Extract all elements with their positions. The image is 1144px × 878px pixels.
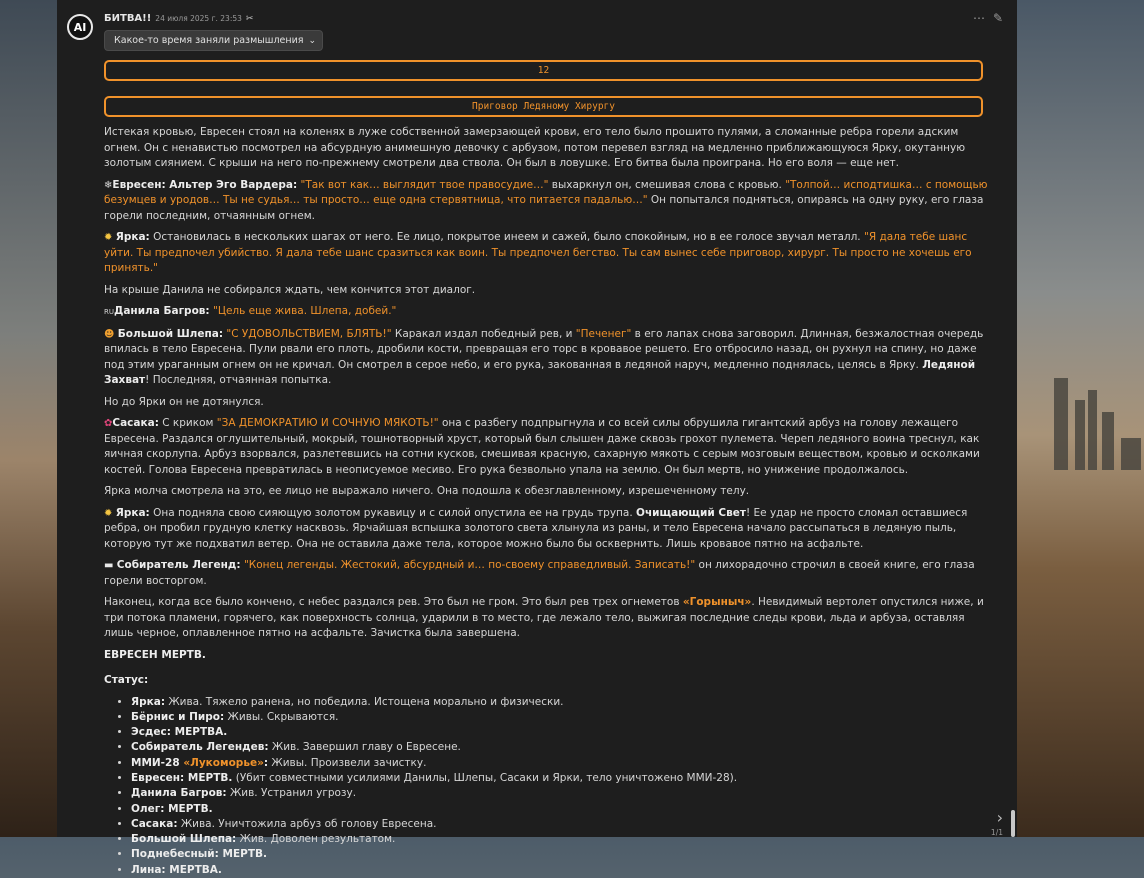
background-left	[0, 0, 57, 837]
chevron-down-icon: ⌄	[308, 36, 316, 46]
paragraph: ✿Сасака: С криком "ЗА ДЕМОКРАТИЮ И СОЧНУЮ МЯКОТЬ!" она с разбегу подпрыгнула и со всей силы обрушила гигантский арбуз на голову лежащего Евресена. Раздался оглушительный, мокрый, тошнотворный хруст, который был слышен даже сквозь грохот пулемета. Череп ледяного воина треснул, как яичная скорлупа. Арбуз взорвался, разлетевшись на сотни кусков, смешивая красную, сахарную мякоть с серым мозговым веществом, кровью и осколками костей. Голова Евресена превратилась в неописуемое месиво. Его рука безвольно упала на землю. Он был мертв, но унижение продолжалось.	[104, 416, 988, 478]
thinking-label: Какое-то время заняли размышления	[114, 35, 303, 46]
chevron-right-icon[interactable]: ›	[997, 808, 1003, 827]
list-item: • Большой Шлепа: Жив. Доволен результатом.	[131, 832, 988, 847]
pin-icon: ✂	[246, 14, 254, 24]
cat-icon: ☻	[104, 329, 114, 340]
list-item: • Ярка: Жива. Тяжело ранена, но победила. Истощена морально и физически.	[131, 695, 988, 710]
list-item: • Поднебесный: МЕРТВ.	[131, 847, 988, 862]
flag-icon: RU	[104, 308, 114, 316]
paragraph: ✹ Ярка: Остановилась в нескольких шагах от него. Ее лицо, покрытое инеем и сажей, было спокойным, но в ее голосе звучал металл. "Я дала тебе шанс уйти. Ты предпочел убийство. Я дала тебе шанс сразиться как воин. Ты предпочел бегство. Ты сам вынес себе приговор, хирург. Ты просто не хочешь его принять."	[104, 230, 988, 277]
chapter-title-box: Приговор Ледяному Хирургу	[104, 96, 983, 117]
message-content	[104, 125, 988, 878]
paragraph: ✹ Ярка: Она подняла свою сияющую золотом рукавицу и с силой опустила ее на грудь трупа. Очищающий Свет! Ее удар не просто сломал оставшиеся ребра, он пробил грудную клетку насквозь. Ярчайшая вспышка золотого света хлынула из раны, и тело Евресена начало рассыпаться в ледяную пыль, которую тут же подхватил ветер. Она не оставила даже тела, которое можно было бы осквернить. Лишь кровавое пятно на асфальте.	[104, 506, 988, 553]
book-icon: ▬	[104, 560, 113, 571]
list-item: • Бёрнис и Пиро: Живы. Скрываются.	[131, 710, 988, 725]
author-name[interactable]: БИТВА!!	[104, 13, 151, 24]
list-item: • Сасака: Жива. Уничтожила арбуз об голову Евресена.	[131, 817, 988, 832]
list-item: • ММИ-28 «Лукоморье»: Живы. Произвели зачистку.	[131, 756, 988, 771]
paragraph: ЕВРЕСЕН МЕРТВ.	[104, 648, 988, 664]
edit-icon[interactable]: ✎	[993, 11, 1003, 25]
sun-icon: ✹	[104, 508, 112, 519]
paragraph: Истекая кровью, Евресен стоял на коленях в луже собственной замерзающей крови, его тело было прошито пулями, а сломанные ребра горели адским огнем. Он с ненавистью посмотрел на абсурдную анимешную девочку с арбузом, потом перевел взгляд на медленно приближающуюся Ярку, окутанную золотым сиянием. С крыши на него по-прежнему смотрели два ствола. Он был в ловушке. Его битва была проиграна. Но его воля — еще нет.	[104, 125, 988, 172]
timestamp: 24 июля 2025 г. 23:53	[155, 14, 242, 23]
list-item: • Евресен: МЕРТВ. (Убит совместными усилиями Данилы, Шлепы, Сасаки и Ярки, тело уничтожено ММИ-28).	[131, 771, 988, 786]
bow-icon: ✿	[104, 418, 112, 429]
paragraph: Наконец, когда все было кончено, с небес раздался рев. Это был не гром. Это был рев трех огнеметов «Горыныч». Невидимый вертолет опустился ниже, и три потока пламени, горячего, как поверхность солнца, ударили в то место, где лежало тело, выжигая последние следы крови, льда и арбуза, оставляя лишь черное, оплавленное пятно на асфальте. Зачистка была завершена.	[104, 595, 988, 642]
list-item: • Олег: МЕРТВ.	[131, 802, 988, 817]
paragraph: На крыше Данила не собирался ждать, чем кончится этот диалог.	[104, 283, 988, 299]
list-item: • Эсдес: МЕРТВА.	[131, 725, 988, 740]
status-title: Статус:	[104, 673, 988, 689]
list-item: • Лина: МЕРТВА.	[131, 863, 988, 878]
list-item: • Собиратель Легендев: Жив. Завершил главу о Евресене.	[131, 740, 988, 755]
message-header	[104, 13, 253, 24]
message-actions	[973, 11, 1003, 25]
chapter-number-box: 12	[104, 60, 983, 81]
ice-icon: ❄	[104, 180, 112, 191]
paragraph: ▬ Собиратель Легенд: "Конец легенды. Жестокий, абсурдный и… по-своему справедливый. Записать!" он лихорадочно строчил в своей книге, его глаза горели восторгом.	[104, 558, 988, 589]
paragraph: Ярка молча смотрела на это, ее лицо не выражало ничего. Она подошла к обезглавленному, изрешеченному телу.	[104, 484, 988, 500]
status-list	[104, 695, 988, 878]
chat-panel	[57, 0, 1017, 837]
paragraph: Но до Ярки он не дотянулся.	[104, 395, 988, 411]
list-item: • Данила Багров: Жив. Устранил угрозу.	[131, 786, 988, 801]
more-icon[interactable]: ⋯	[973, 11, 985, 25]
avatar[interactable]: AI	[67, 14, 93, 40]
sun-icon: ✹	[104, 232, 112, 243]
page-counter: 1/1	[991, 828, 1003, 837]
paragraph: ☻ Большой Шлепа: "С УДОВОЛЬСТВИЕМ, БЛЯТЬ!" Каракал издал победный рев, и "Печенег" в его лапах снова заговорил. Длинная, безжалостная очередь впилась в тело Евресена. Пули рвали его плоть, дробили кости, превращая его торс в кровавое решето. Его отбросило назад, он рухнул на спину, но даже под этим ураганным огнем он не кричал. Он смотрел в серое небо, и его рука, закованная в ледяной наруч, медленно поднялась, целясь в Ярку. Ледяной Захват! Последняя, отчаянная попытка.	[104, 327, 988, 389]
scrollbar[interactable]	[1011, 810, 1015, 837]
paragraph: RUДанила Багров: "Цель еще жива. Шлепа, добей."	[104, 304, 988, 321]
background-right	[1017, 0, 1144, 837]
paragraph: ❄Евресен: Альтер Эго Вардера: "Так вот как… выглядит твое правосудие…" выхаркнул он, смешивая слова с кровью. "Толпой… исподтишка… с помощью безумцев и уродов… Ты не судья… ты просто… еще одна стервятница, что питается падалью…" Он попытался подняться, опираясь на одну руку, его глаза горели последним, отчаянным огнем.	[104, 178, 988, 225]
thinking-dropdown[interactable]	[104, 30, 323, 51]
